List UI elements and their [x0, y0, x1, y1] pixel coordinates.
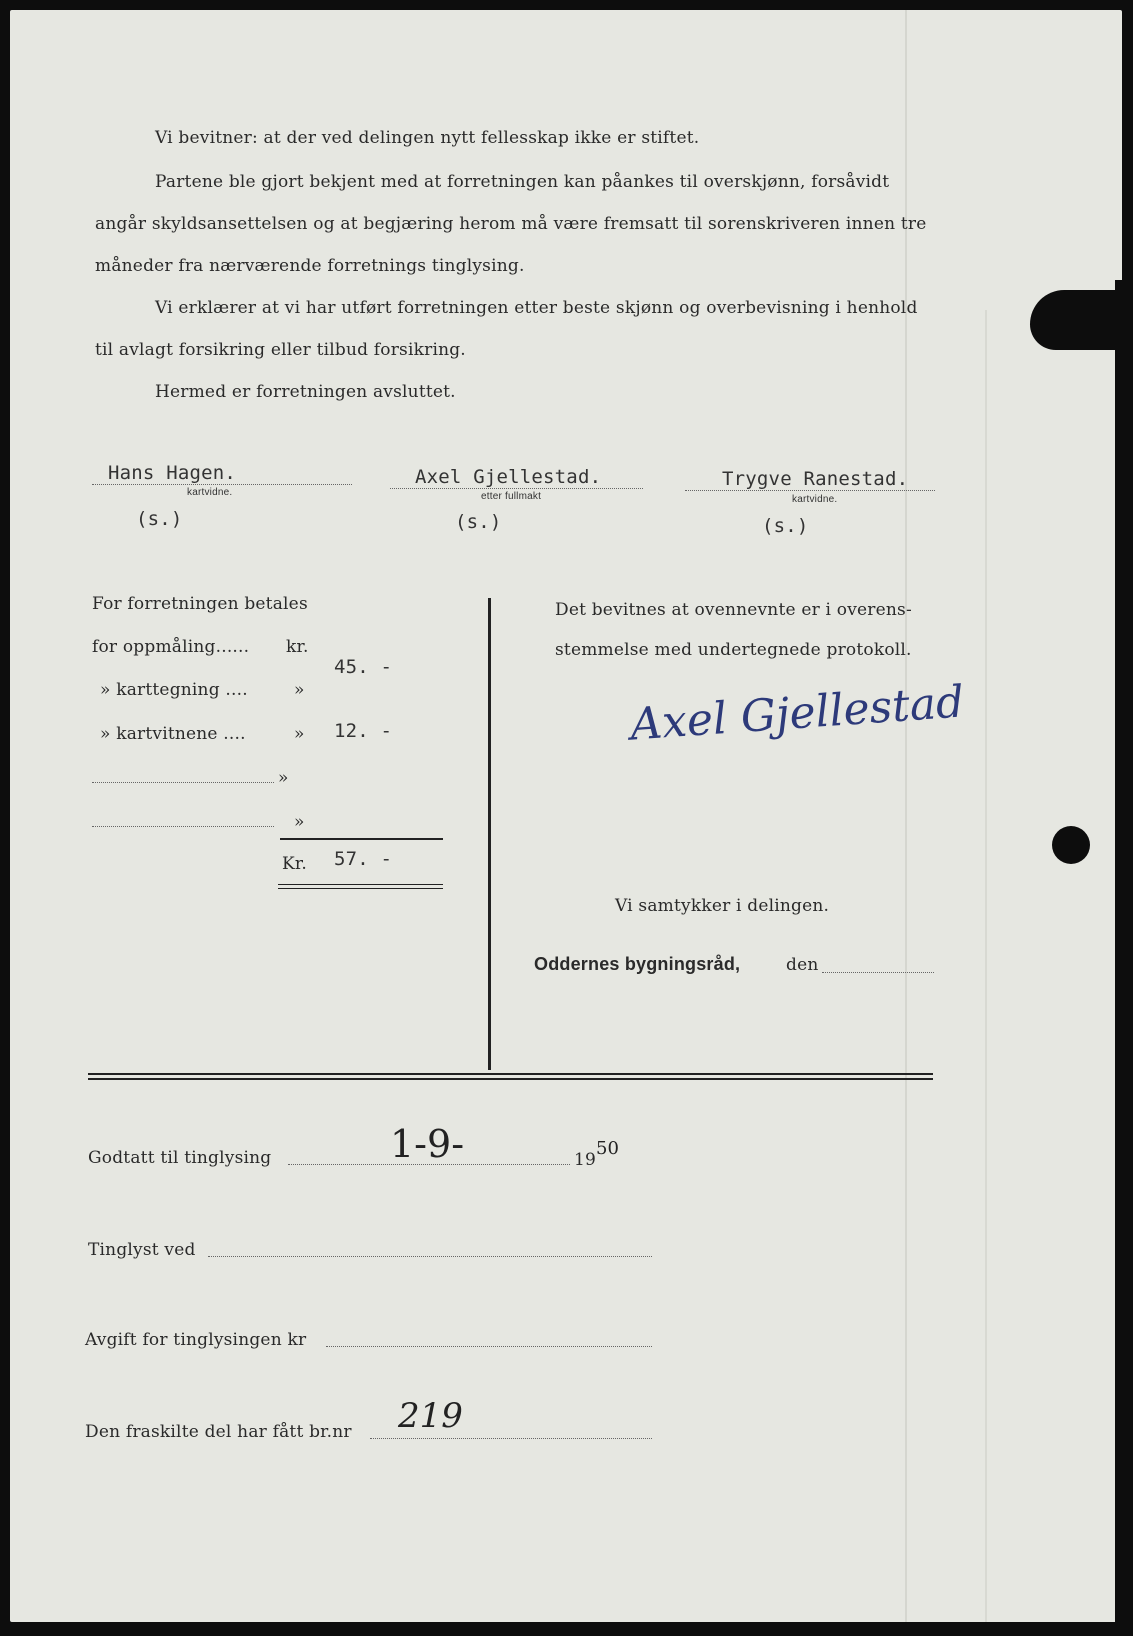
fee-row-unit: » — [278, 768, 289, 788]
fee-row-unit: » — [294, 724, 305, 744]
approved-year-prefix: 19 — [574, 1150, 597, 1170]
council-date-line — [822, 972, 934, 973]
brnr-line — [370, 1438, 652, 1439]
fee-registration-label: Avgift for tinglysingen kr — [85, 1330, 307, 1350]
signature-name: Hans Hagen. — [108, 462, 237, 484]
fee-row-label: » kartvitnene .... — [100, 724, 246, 744]
signature-role: kartvidne. — [187, 487, 233, 498]
fee-blank-line — [92, 782, 274, 783]
building-council: Oddernes bygningsråd, — [534, 954, 741, 974]
signature-role: etter fullmakt — [481, 491, 542, 502]
punch-hole — [1052, 826, 1090, 864]
council-den-label: den — [786, 955, 819, 975]
paper-tear — [1115, 280, 1133, 1636]
certification-line-1: Det bevitnes at ovennevnte er i overens- — [555, 600, 912, 620]
fee-row-label: for oppmåling...... — [92, 637, 250, 657]
document-page — [10, 10, 1122, 1622]
signature-seal: (s.) — [762, 515, 809, 537]
total-rule-top — [280, 838, 443, 840]
brnr-label: Den fraskilte del har fått br.nr — [85, 1422, 352, 1442]
signature-line — [390, 488, 643, 489]
signature-name: Trygve Ranestad. — [722, 468, 909, 490]
approved-label: Godtatt til tinglysing — [88, 1148, 272, 1168]
fee-row-unit: » — [294, 680, 305, 700]
registered-line — [208, 1256, 652, 1257]
approved-year-suffix: 50 — [596, 1138, 619, 1159]
section-separator — [88, 1073, 933, 1075]
approved-date: 1-9- — [390, 1122, 465, 1166]
fee-row-unit: » — [294, 812, 305, 832]
statement-line-7: Hermed er forretningen avsluttet. — [155, 382, 456, 402]
signature-seal: (s.) — [455, 511, 502, 533]
signature-name: Axel Gjellestad. — [415, 466, 602, 488]
certification-line-2: stemmelse med undertegnede protokoll. — [555, 640, 912, 660]
paper-fold — [905, 10, 907, 1622]
fee-row-label: » karttegning .... — [100, 680, 248, 700]
brnr-value: 219 — [398, 1396, 463, 1436]
statement-line-1: Vi bevitner: at der ved delingen nytt fellesskap ikke er stiftet. — [155, 128, 700, 148]
signature-line — [685, 490, 935, 491]
signature-role: kartvidne. — [792, 494, 838, 505]
statement-line-2: Partene ble gjort bekjent med at forretningen kan påankes til overskjønn, forsåvidt — [155, 172, 890, 192]
total-rule-bottom — [278, 888, 443, 889]
registered-label: Tinglyst ved — [88, 1240, 196, 1260]
column-divider — [488, 598, 491, 1070]
fees-heading: For forretningen betales — [92, 594, 308, 614]
fee-row-value: 12. - — [334, 720, 393, 742]
total-rule-bottom — [278, 884, 443, 885]
consent-text: Vi samtykker i delingen. — [615, 896, 830, 916]
signature-line — [92, 484, 352, 485]
section-separator — [88, 1078, 933, 1080]
statement-line-4: måneder fra nærværende forretnings tinglysing. — [95, 256, 525, 276]
fee-registration-line — [326, 1346, 652, 1347]
fee-row-unit: kr. — [286, 637, 309, 657]
total-label: Kr. — [282, 854, 307, 874]
total-value: 57. - — [334, 848, 393, 870]
statement-line-5: Vi erklærer at vi har utført forretningen etter beste skjønn og overbevisning i henhold — [155, 298, 918, 318]
statement-line-3: angår skyldsansettelsen og at begjæring herom må være fremsatt til sorenskriveren innen tre — [95, 214, 927, 234]
handwritten-signature: Axel Gjellestad — [628, 676, 966, 751]
signature-seal: (s.) — [136, 508, 183, 530]
fee-row-value: 45. - — [334, 656, 393, 678]
statement-line-6: til avlagt forsikring eller tilbud forsikring. — [95, 340, 466, 360]
fee-blank-line — [92, 826, 274, 827]
paper-fold — [985, 310, 987, 1622]
